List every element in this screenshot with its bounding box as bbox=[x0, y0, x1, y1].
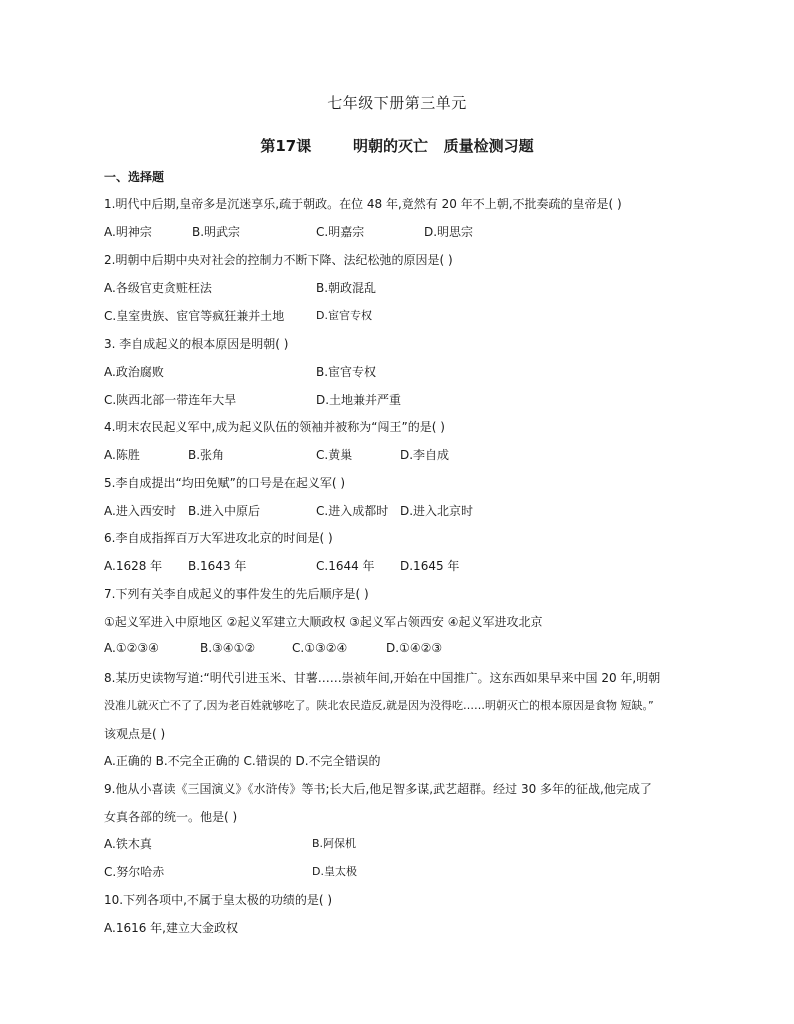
option-d: D.1645 年 bbox=[400, 559, 460, 573]
question-8-options: A.正确的 B.不完全正确的 C.错误的 D.不完全错误的 bbox=[104, 754, 381, 768]
option-b: B.宦官专权 bbox=[316, 365, 377, 379]
option-b: B.阿保机 bbox=[312, 837, 357, 850]
document-title: 七年级下册第三单元 bbox=[327, 94, 467, 112]
option-a: A.政治腐败 bbox=[104, 365, 164, 379]
question-9-stem-line-2: 女真各部的统一。他是( ) bbox=[104, 810, 238, 824]
question-8-stem-line-3: 该观点是( ) bbox=[104, 727, 166, 741]
option-b: B.张角 bbox=[188, 448, 225, 462]
option-b: B.③④①② bbox=[200, 641, 256, 655]
option-b: B.进入中原后 bbox=[188, 504, 261, 518]
option-d: D.①④②③ bbox=[386, 641, 443, 655]
option-b: B.1643 年 bbox=[188, 559, 247, 573]
option-c: C.努尔哈赤 bbox=[104, 865, 165, 879]
option-d: D.进入北京时 bbox=[400, 504, 474, 518]
option-d: D.皇太极 bbox=[312, 865, 357, 878]
option-c: C.陕西北部一带连年大旱 bbox=[104, 393, 237, 407]
section-heading: 一、选择题 bbox=[104, 170, 165, 184]
option-d: D.明思宗 bbox=[424, 225, 474, 239]
option-b: B.朝政混乱 bbox=[316, 281, 377, 295]
option-d: D.土地兼并严重 bbox=[316, 393, 402, 407]
option-c: C.明嘉宗 bbox=[316, 225, 365, 239]
option-c: C.1644 年 bbox=[316, 559, 375, 573]
question-4-stem: 4.明末农民起义军中,成为起义队伍的领袖并被称为“闯王”的是( ) bbox=[104, 420, 445, 434]
question-3-stem: 3. 李自成起义的根本原因是明朝( ) bbox=[104, 337, 289, 351]
option-c: C.进入成都时 bbox=[316, 504, 389, 518]
option-a: A.明神宗 bbox=[104, 225, 152, 239]
question-5-stem: 5.李自成提出“均田免赋”的口号是在起义军( ) bbox=[104, 476, 346, 490]
option-c: C.黄巢 bbox=[316, 448, 353, 462]
question-10-stem: 10.下列各项中,不属于皇太极的功绩的是( ) bbox=[104, 893, 333, 907]
option-c: C.皇室贵族、宦官等疯狂兼并土地 bbox=[104, 309, 285, 323]
option-a: A.1628 年 bbox=[104, 559, 163, 573]
option-d: D.李自成 bbox=[400, 448, 450, 462]
option-a: A.各级官吏贪赃枉法 bbox=[104, 281, 212, 295]
option-b: B.明武宗 bbox=[192, 225, 241, 239]
question-7-events: ①起义军进入中原地区 ②起义军建立大顺政权 ③起义军占领西安 ④起义军进攻北京 bbox=[104, 615, 543, 629]
question-8-stem-line-1: 8.某历史读物写道:“明代引进玉米、甘薯……崇祯年间,开始在中国推广。这东西如果早来中国 20 年,明朝 bbox=[104, 671, 661, 685]
option-a: A.①②③④ bbox=[104, 641, 159, 655]
question-7-stem: 7.下列有关李自成起义的事件发生的先后顺序是( ) bbox=[104, 587, 369, 601]
option-c: C.①③②④ bbox=[292, 641, 348, 655]
question-10-option-a: A.1616 年,建立大金政权 bbox=[104, 921, 238, 935]
lesson-title: 第17课 明朝的灭亡 质量检测习题 bbox=[260, 137, 534, 155]
option-a: A.铁木真 bbox=[104, 837, 152, 851]
option-a: A.陈胜 bbox=[104, 448, 140, 462]
question-1-stem: 1.明代中后期,皇帝多是沉迷享乐,疏于朝政。在位 48 年,竟然有 20 年不上朝,不批奏疏的皇帝是( ) bbox=[104, 197, 622, 211]
question-6-stem: 6.李自成指挥百万大军进攻北京的时间是( ) bbox=[104, 531, 333, 545]
question-8-stem-line-2: 没准儿就灭亡不了了,因为老百姓就够吃了。陕北农民造反,就是因为没得吃……明朝灭亡的根本原因是食物 短缺。” bbox=[104, 699, 654, 712]
question-9-stem-line-1: 9.他从小喜读《三国演义》《水浒传》等书;长大后,他足智多谋,武艺超群。经过 30 多年的征战,他完成了 bbox=[104, 782, 652, 796]
option-a: A.进入西安时 bbox=[104, 504, 176, 518]
option-d: D.宦官专权 bbox=[316, 309, 372, 322]
question-2-stem: 2.明朝中后期中央对社会的控制力不断下降、法纪松弛的原因是( ) bbox=[104, 253, 453, 267]
